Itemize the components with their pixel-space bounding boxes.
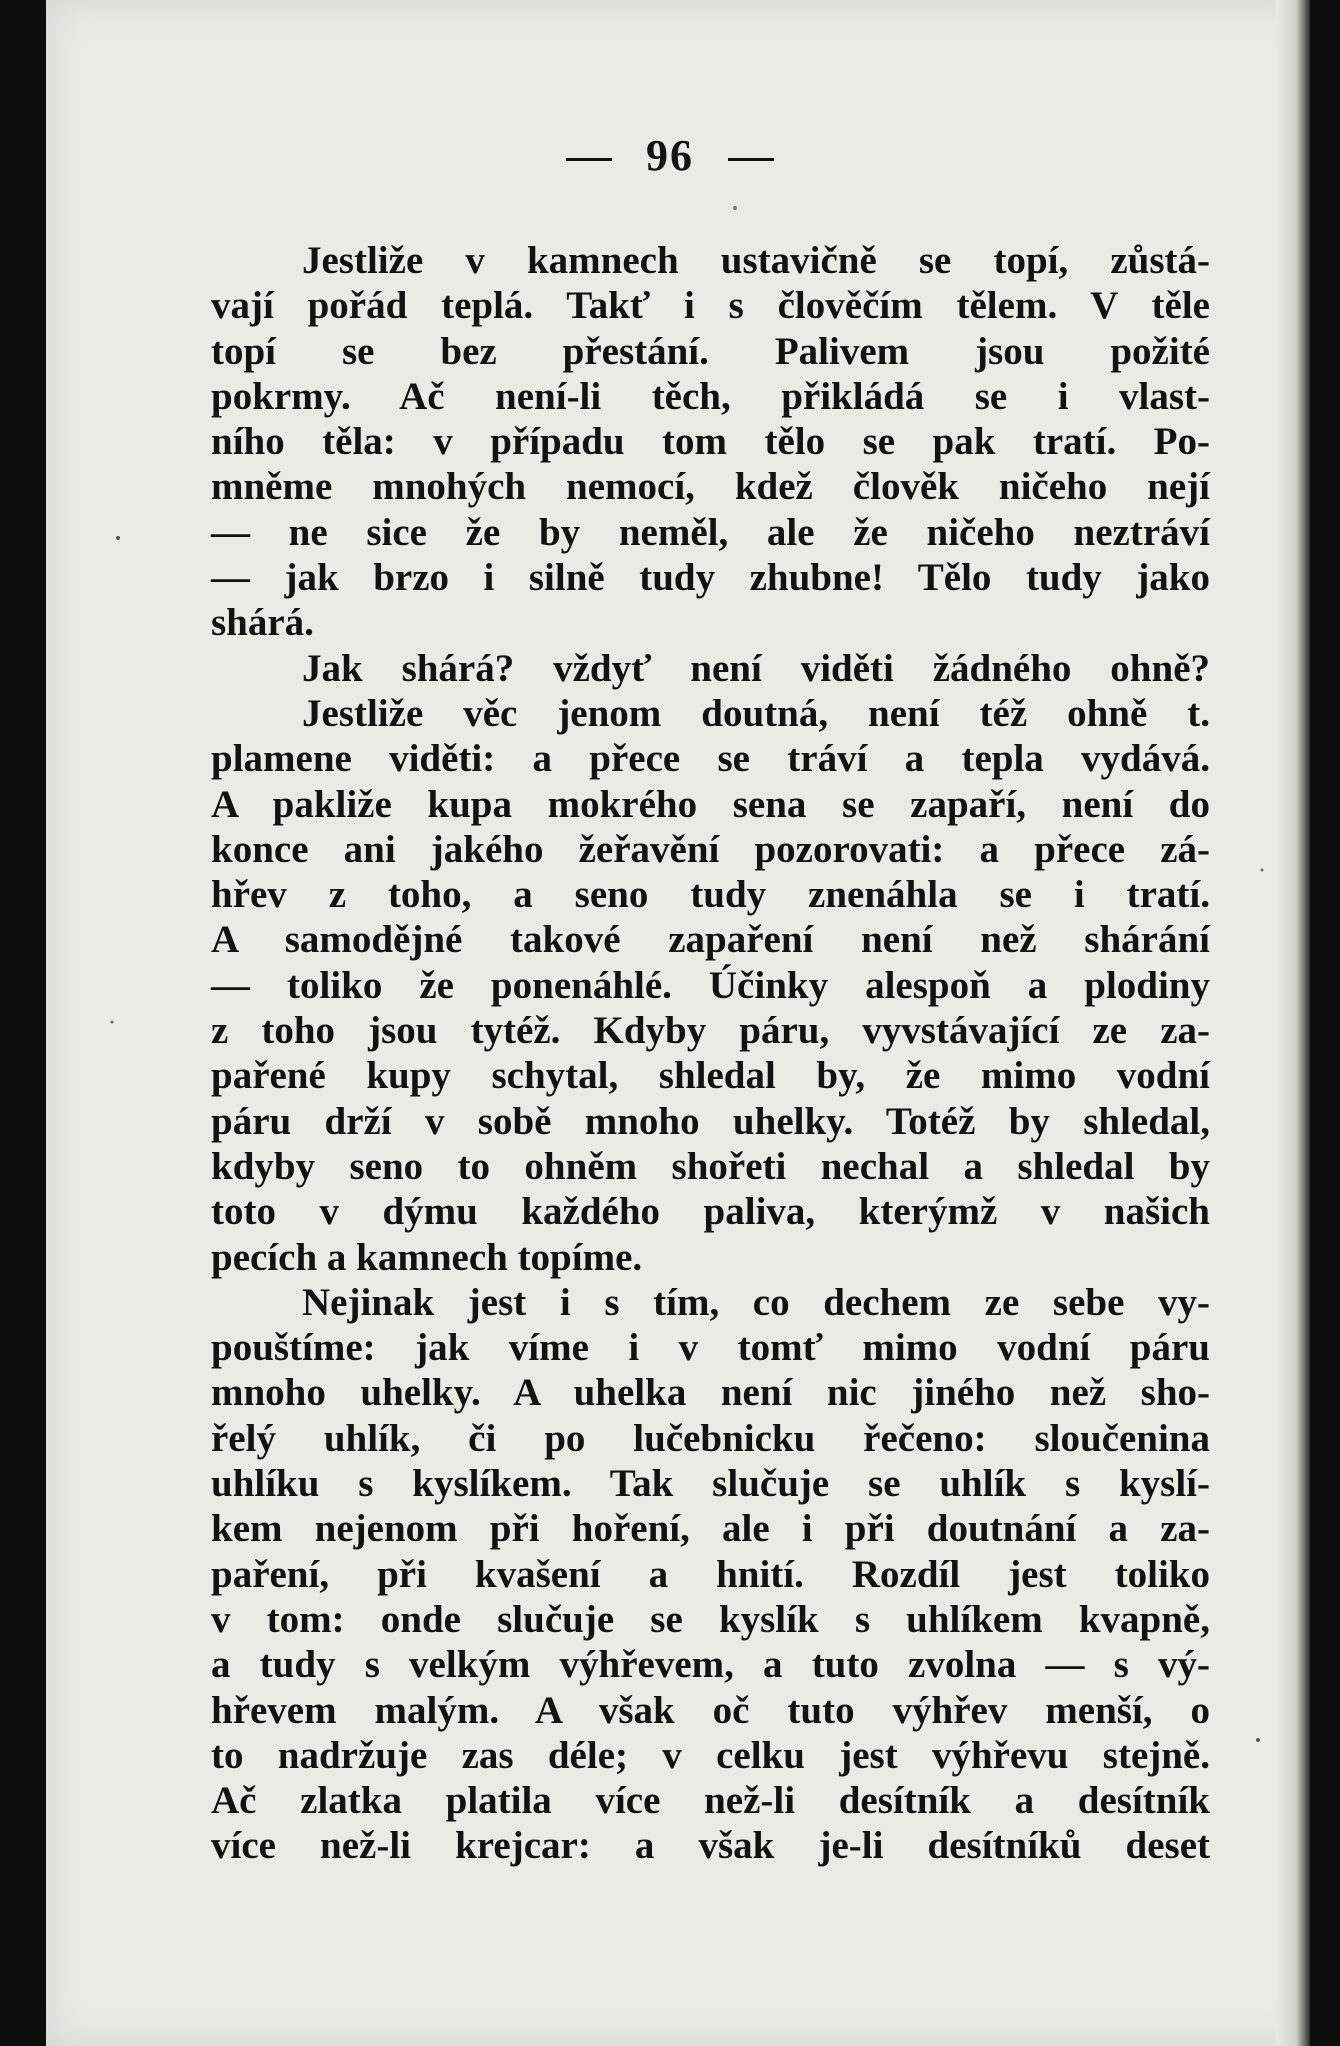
text-line: A pakliže kupa mokrého sena se zapaří, není do (211, 782, 1210, 826)
text-line: Nejinak jest i s tím, co dechem ze sebe vy- (302, 1280, 1210, 1324)
text-line: A samodějné takové zapaření není než shárání (211, 918, 1210, 962)
text-line: toto v dýmu každého paliva, kterýmž v našich (211, 1190, 1210, 1234)
text-line: to nadržuje zas déle; v celku jest výhřevu stejně. (211, 1733, 1210, 1777)
header-dash-right (728, 158, 774, 161)
text-line: kdyby seno to ohněm shořeti nechal a shledal by (211, 1144, 1210, 1188)
text-line: řelý uhlík, či po lučebnicku řečeno: sloučenina (211, 1416, 1210, 1460)
text-line: paření, při kvašení a hnití. Rozdíl jest toliko (211, 1552, 1210, 1596)
page-header (0, 130, 1340, 181)
body-text (211, 238, 1210, 1869)
text-line: z toho jsou tytéž. Kdyby páru, vyvstávající ze za- (211, 1009, 1210, 1053)
text-line: plamene viděti: a přece se tráví a tepla vydává. (211, 737, 1210, 781)
text-line: kem nejenom při hoření, ale i při doutnání a za- (211, 1507, 1210, 1551)
text-line: a tudy s velkým výhřevem, a tuto zvolna — s vý- (211, 1643, 1210, 1687)
text-line: páru drží v sobě mnoho uhelky. Totéž by shledal, (211, 1099, 1210, 1143)
text-line: ního těla: v případu tom tělo se pak tratí. Po- (211, 420, 1210, 464)
text-line: uhlíku s kyslíkem. Tak slučuje se uhlík s kyslí- (211, 1462, 1210, 1506)
text-line: mnoho uhelky. A uhelka není nic jiného než sho- (211, 1371, 1210, 1415)
text-line: více než-li krejcar: a však je-li desítníků deset (211, 1824, 1210, 1868)
text-line: vají pořád teplá. Takť i s člověčím tělem. V těle (211, 284, 1210, 328)
page-edge (1276, 0, 1310, 2046)
text-line: Jestliže věc jenom doutná, není též ohně t. (302, 691, 1210, 735)
text-line: — toliko že ponenáhlé. Účinky alespoň a plodiny (211, 963, 1210, 1007)
text-line: pokrmy. Ač není-li těch, přikládá se i vlast- (211, 374, 1210, 418)
text-line: — ne sice že by neměl, ale že ničeho neztráví (211, 510, 1210, 554)
text-line: pařené kupy schytal, shledal by, že mimo vodní (211, 1054, 1210, 1098)
text-line: — jak brzo i silně tudy zhubne! Tělo tudy jako (211, 556, 1210, 600)
text-line: shárá. (211, 601, 314, 645)
text-line: mněme mnohých nemocí, kdež člověk ničeho nejí (211, 465, 1210, 509)
text-line: Jestliže v kamnech ustavičně se topí, zůstá- (302, 239, 1210, 282)
text-line: hřevem malým. A však oč tuto výhřev menší, o (211, 1688, 1210, 1732)
text-line: v tom: onde slučuje se kyslík s uhlíkem kvapně, (211, 1597, 1210, 1641)
text-line: Ač zlatka platila více než-li desítník a desítník (211, 1779, 1210, 1823)
text-line: konce ani jakého žeřavění pozorovati: a přece zá- (211, 827, 1210, 871)
text-line: pouštíme: jak víme i v tomť mimo vodní páru (211, 1326, 1210, 1370)
page-number: 96 (646, 131, 694, 180)
text-line: topí se bez přestání. Palivem jsou požité (211, 329, 1210, 373)
text-line: Jak shárá? vždyť není viděti žádného ohně? (302, 646, 1210, 690)
header-dash-left (566, 158, 612, 161)
text-line: pecích a kamnech topíme. (211, 1235, 643, 1279)
text-line: hřev z toho, a seno tudy znenáhla se i tratí. (211, 873, 1210, 917)
